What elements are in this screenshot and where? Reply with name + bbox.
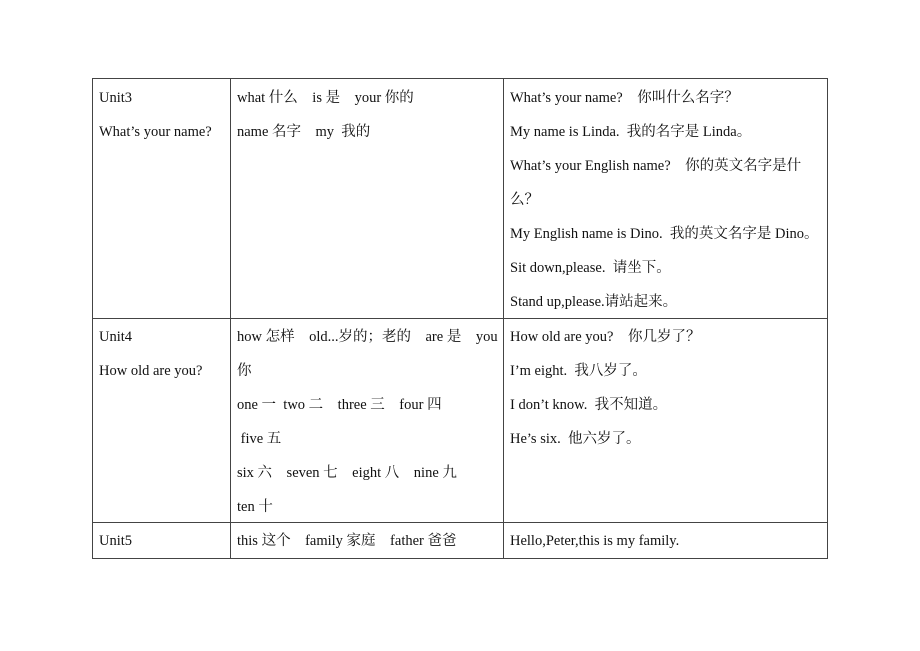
sentence-line: Stand up,please.请站起来。 <box>510 294 678 310</box>
unit-label: Unit5 <box>99 533 133 549</box>
sentence-line: 么？ <box>510 192 539 208</box>
row-divider <box>93 522 827 523</box>
word-line: 你 <box>237 363 252 379</box>
sentence-line: What’s your name? 你叫什么名字？ <box>510 90 739 106</box>
unit-title: What’s your name? <box>99 124 212 140</box>
word-line: five 五 <box>237 431 282 447</box>
sentence-line: What’s your English name? 你的英文名字是什 <box>510 158 802 174</box>
unit-label: Unit4 <box>99 329 133 345</box>
word-line: six 六 seven 七 eight 八 nine 九 <box>237 465 457 481</box>
sentence-line: Hello,Peter,this is my family. <box>510 533 680 549</box>
row-divider <box>93 318 827 319</box>
words-cell <box>231 524 503 558</box>
word-line: how 怎样 old...岁的；老的 are 是 you <box>237 329 498 345</box>
word-line: name 名字 my 我的 <box>237 124 371 140</box>
words-cell <box>231 81 503 317</box>
unit-cell <box>93 524 230 558</box>
unit-cell <box>93 81 230 317</box>
sentence-line: I don’t know. 我不知道。 <box>510 397 668 413</box>
sentence-line: My English name is Dino. 我的英文名字是 Dino。 <box>510 226 819 242</box>
words-cell <box>231 320 503 522</box>
word-line: what 什么 is 是 your 你的 <box>237 90 414 106</box>
word-line: ten 十 <box>237 499 273 515</box>
vocabulary-table <box>92 78 828 559</box>
sentence-line: He’s six. 他六岁了。 <box>510 431 641 447</box>
sentences-cell <box>504 524 828 558</box>
sentence-line: I’m eight. 我八岁了。 <box>510 363 647 379</box>
sentences-cell <box>504 320 828 522</box>
unit-label: Unit3 <box>99 90 133 106</box>
word-line: one 一 two 二 three 三 four 四 <box>237 397 442 413</box>
sentence-line: How old are you? 你几岁了？ <box>510 329 701 345</box>
sentences-cell <box>504 81 828 317</box>
sentence-line: My name is Linda. 我的名字是 Linda。 <box>510 124 752 140</box>
sentence-line: Sit down,please. 请坐下。 <box>510 260 671 276</box>
word-line: this 这个 family 家庭 father 爸爸 <box>237 533 457 549</box>
unit-cell <box>93 320 230 522</box>
unit-title: How old are you? <box>99 363 203 379</box>
